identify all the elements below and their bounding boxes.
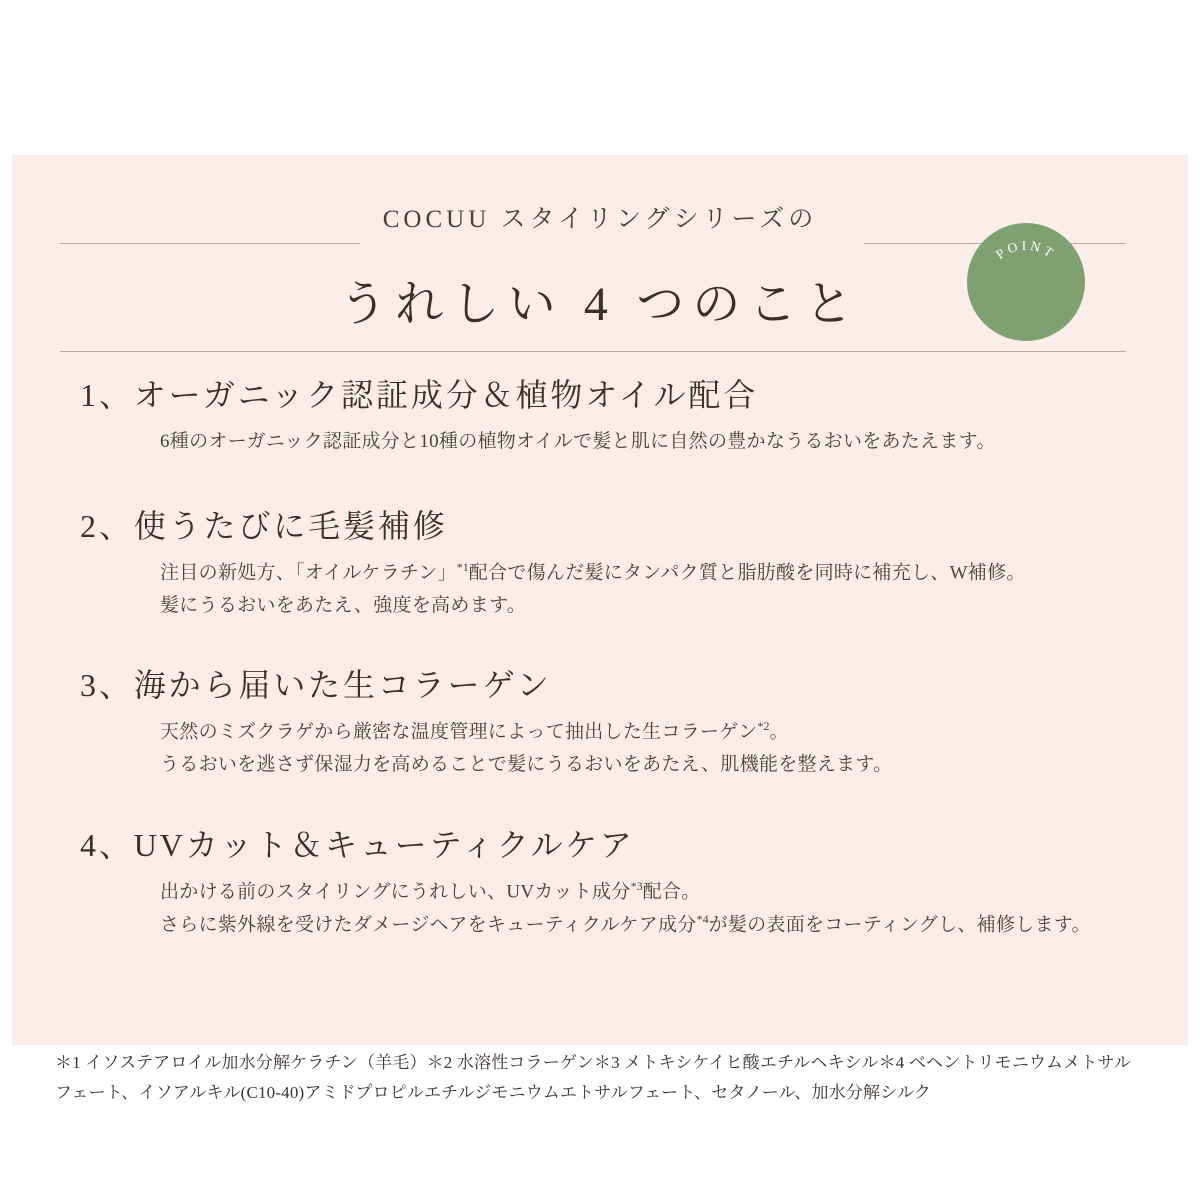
item-title: 使うたびに毛髪補修 — [133, 507, 448, 544]
item-body — [12, 716, 1188, 782]
item-line: さらに紫外線を受けたダメージヘアをキューティクルケア成分$^{*4}$が髪の表面をコーティングし、補修します。 — [160, 912, 1091, 936]
header-subtitle: COCUU スタイリングシリーズの — [382, 206, 818, 233]
content-panel — [12, 155, 1188, 1045]
item-number: 4、 — [80, 827, 134, 864]
item-heading — [12, 660, 1188, 706]
item-line: 天然のミズクラゲから厳密な温度管理によって抽出した生コラーゲン$^{*2}$。 — [160, 719, 789, 743]
item-heading — [12, 501, 1188, 547]
item-body — [12, 557, 1188, 623]
item-heading — [12, 820, 1188, 866]
item-number: 3、 — [80, 667, 134, 704]
footnote-line: ＊1 イソステアロイル加水分解ケラチン（羊毛）＊2 水溶性コラーゲン＊3 メトキシケイヒ酸エチルヘキシル＊4 ベヘントリモニウムメトサル — [55, 1053, 1132, 1072]
item-title: UVカット＆キューティクルケア — [133, 827, 635, 864]
header — [12, 155, 1188, 365]
item-body — [12, 426, 1188, 459]
list-item — [12, 820, 1188, 942]
list-item — [12, 501, 1188, 623]
footnotes — [55, 1048, 1150, 1108]
item-body — [12, 876, 1188, 942]
item-line: 注目の新処方、「オイルケラチン」$^{*1}$配合で傷んだ髪にタンパク質と脂肪酸を同時に補充し、W補修。 — [160, 559, 1026, 583]
point-badge-label: POINT — [993, 237, 1059, 263]
item-line: 出かける前のスタイリングにうれしい、UVカット成分$^{*3}$配合。 — [160, 879, 701, 903]
item-number: 1、 — [80, 377, 134, 413]
list-item — [12, 370, 1188, 459]
item-line: うるおいを逃さず保湿力を高めることで髪にうるおいをあたえ、肌機能を整えます。 — [160, 754, 893, 776]
item-title: 海から届いた生コラーゲン — [133, 667, 552, 704]
item-line: 6種のオーガニック認証成分と10種の植物オイルで髪と肌に自然の豊かなうるおいをあたえます。 — [160, 431, 996, 452]
item-number: 2、 — [80, 507, 134, 544]
divider-bottom — [60, 351, 1126, 352]
points-list — [12, 370, 1188, 952]
footnote-line: フェート、イソアルキル(C10-40)アミドプロピルエチルジモニウムエトサルフェート、セタノール、加水分解シルク — [55, 1082, 931, 1102]
point-badge — [967, 223, 1085, 341]
item-heading — [12, 370, 1188, 416]
page-title: うれしい 4 つのこと — [339, 278, 861, 331]
list-item — [12, 660, 1188, 782]
divider-top-left — [60, 243, 360, 244]
item-title: オーガニック認証成分＆植物オイル配合 — [133, 377, 759, 413]
item-line: 髪にうるおいをあたえ、強度を高めます。 — [160, 594, 527, 616]
